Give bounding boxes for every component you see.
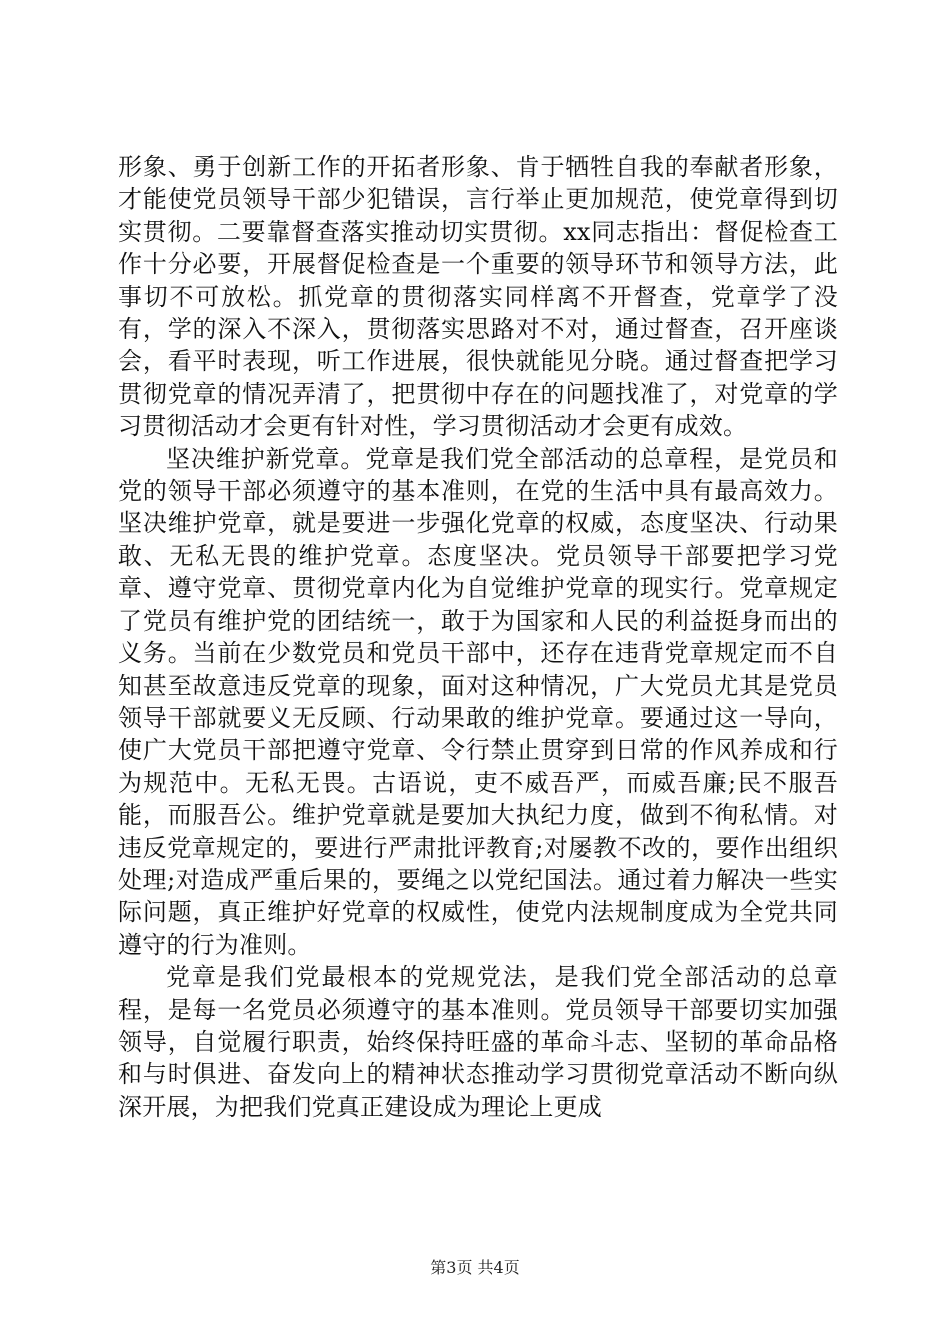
paragraph-uphold-party-constitution: 坚决维护新党章。党章是我们党全部活动的总章程，是党员和党的领导干部必须遵守的基本准则，在党的生活中具有最高效力。坚决维护党章，就是要进一步强化党章的权威，态度坚决、行动果敢、无私无畏的维护党章。态度坚决。党员领导干部要把学习党章、遵守党章、贯彻党章内化为自觉维护党章的现实行。党章规定了党员有维护党的团结统一，敢于为国家和人民的利益挺身而出的义务。当前在少数党员和党员干部中，还存在违背党章规定而不自知甚至故意违反党章的现象，面对这种情况，广大党员尤其是党员领导干部就要义无反顾、行动果敢的维护党章。要通过这一导向，使广大党员干部把遵守党章、令行禁止贯穿到日常的作风养成和行为规范中。无私无畏。古语说，吏不威吾严，而威吾廉;民不服吾能，而服吾公。维护党章就是要加大执纪力度，做到不徇私情。对违反党章规定的，要进行严肃批评教育;对屡教不改的，要作出组织处理;对造成严重后果的，要绳之以党纪国法。通过着力解决一些实际问题，真正维护好党章的权威性，使党内法规制度成为全党共同遵守的行为准则。 [118,444,838,959]
document-body [118,151,838,1123]
paragraph-continuation: 形象、勇于创新工作的开拓者形象、肯于牺牲自我的奉献者形象，才能使党员领导干部少犯错误，言行举止更加规范，使党章得到切实贯彻。二要靠督查落实推动切实贯彻。xx同志指出：督促检查工作十分必要，开展督促检查是一个重要的领导环节和领导方法，此事切不可放松。抓党章的贯彻落实同样离不开督查，党章学了没有，学的深入不深入，贯彻落实思路对不对，通过督查，召开座谈会，看平时表现，听工作进展，很快就能见分晓。通过督查把学习贯彻党章的情况弄清了，把贯彻中存在的问题找准了，对党章的学习贯彻活动才会更有针对性，学习贯彻活动才会更有成效。 [118,153,838,441]
page-number-footer: 第3页 共4页 [430,1258,520,1277]
paragraph-party-constitution-summary: 党章是我们党最根本的党规党法，是我们党全部活动的总章程，是每一名党员必须遵守的基本准则。党员领导干部要切实加强领导，自觉履行职责，始终保持旺盛的革命斗志、坚韧的革命品格和与时俱进、奋发向上的精神状态推动学习贯彻党章活动不断向纵深开展，为把我们党真正建设成为理论上更成 [118,963,838,1121]
